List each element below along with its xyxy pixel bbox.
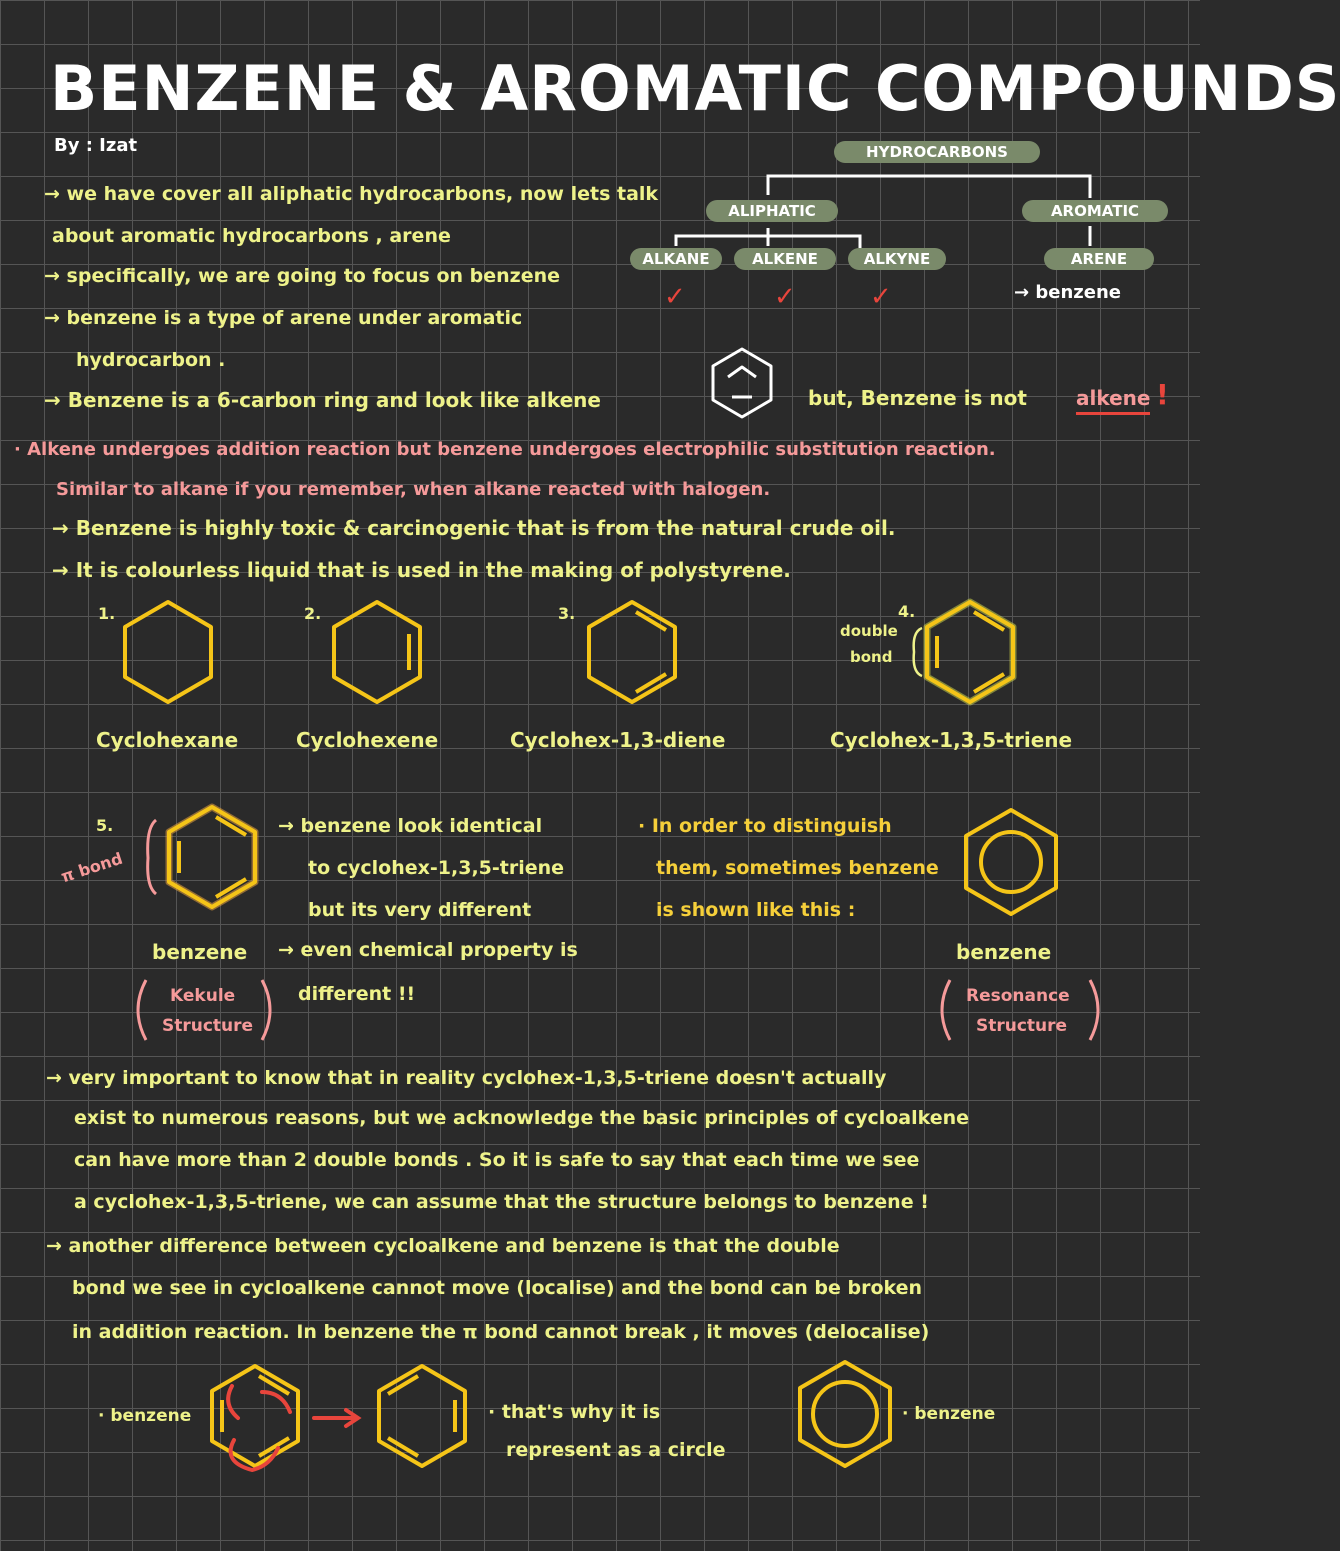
check-mark: ✓ (664, 282, 686, 312)
page-title: BENZENE & AROMATIC COMPOUNDS (50, 52, 1340, 125)
benzene-kekule-ring (169, 807, 255, 907)
kekule-bracket-left (138, 980, 146, 1040)
kekule-type: Structure (162, 1016, 254, 1036)
check-mark: ✓ (870, 282, 892, 312)
structure-name: Cyclohexane (96, 728, 239, 752)
pink-note-line: Similar to alkane if you remember, when alkane reacted with halogen. (56, 479, 771, 500)
structure-number: 1. (98, 604, 116, 623)
benzene-resonance-ring (966, 810, 1056, 914)
kekule-bracket-right (262, 980, 270, 1040)
benzene-note-line: different !! (298, 983, 416, 1005)
bottom-line: bond we see in cycloalkene cannot move (localise) and the bond can be broken (72, 1277, 923, 1299)
tree-node-aromatic: AROMATIC (1022, 200, 1168, 222)
bottom-line: in addition reaction. In benzene the π bond cannot break , it moves (delocalise) (72, 1321, 930, 1343)
structure-name: Cyclohexene (296, 728, 439, 752)
benzene-delocalise-ring (212, 1366, 298, 1466)
arene-example: → benzene (1014, 282, 1121, 303)
cyclohexatriene-ring (927, 602, 1013, 702)
structure-number: 3. (558, 604, 576, 623)
structure-number: 2. (304, 604, 322, 623)
pi-bond-bracket (148, 820, 156, 894)
benzene-note-line: → benzene look identical (278, 815, 543, 837)
tree-node-alkene: ALKENE (734, 248, 836, 270)
kekule-name: benzene (152, 940, 248, 964)
tree-node-alkyne: ALKYNE (848, 248, 946, 270)
intro-line: hydrocarbon . (76, 349, 226, 371)
final-right-label: · benzene (902, 1404, 996, 1424)
resonance-bracket-left (942, 980, 950, 1040)
final-left-label: · benzene (98, 1406, 192, 1426)
resonance-bracket-right (1090, 980, 1098, 1040)
distinguish-note-line: them, sometimes benzene (656, 857, 939, 879)
bottom-line: → very important to know that in reality cyclohex-1,3,5-triene doesn't actually (46, 1067, 887, 1089)
kekule-type: Kekule (170, 986, 236, 1006)
circle-note-line: · that's why it is (488, 1401, 661, 1423)
structure-number: 4. (898, 602, 916, 621)
structure-name: Cyclohex-1,3-diene (510, 728, 726, 752)
benzene-note-line: to cyclohex-1,3,5-triene (308, 857, 565, 879)
intro-line: about aromatic hydrocarbons , arene (52, 225, 451, 247)
tree-node-alkane: ALKANE (630, 248, 722, 270)
benzene-note-line: but its very different (308, 899, 532, 921)
structure-name: Cyclohex-1,3,5-triene (830, 728, 1073, 752)
intro-line: → we have cover all aliphatic hydrocarbons, now lets talk (44, 183, 659, 205)
check-mark: ✓ (774, 282, 796, 312)
cyclohexadiene-ring (589, 602, 675, 702)
resonance-type: Resonance (966, 986, 1070, 1006)
alkene-emphasis: alkene (1076, 384, 1150, 415)
benzene-circle-ring (800, 1362, 890, 1466)
ring-line-text: → Benzene is a 6-carbon ring and look like alkene (44, 388, 601, 412)
bottom-line: a cyclohex-1,3,5-triene, we can assume that the structure belongs to benzene ! (74, 1191, 929, 1213)
resonance-name: benzene (956, 940, 1052, 964)
resonance-type: Structure (976, 1016, 1068, 1036)
pink-note-line: · Alkene undergoes addition reaction but benzene undergoes electrophilic substitution reaction. (14, 439, 996, 460)
bottom-line: can have more than 2 double bonds . So it is safe to say that each time we see (74, 1149, 920, 1171)
pi-bond-label: π bond (58, 848, 125, 887)
fact-line: → Benzene is highly toxic & carcinogenic that is from the natural crude oil. (52, 516, 896, 540)
author-byline: By : Izat (54, 135, 138, 156)
small-benzene-ring (713, 349, 771, 417)
benzene-note-line: → even chemical property is (278, 939, 578, 961)
cyclohexene-ring (334, 602, 420, 702)
benzene-shifted-ring (379, 1366, 465, 1466)
tree-node-arene: ARENE (1044, 248, 1154, 270)
distinguish-note-line: · In order to distinguish (638, 815, 892, 837)
structure-number: 5. (96, 816, 114, 835)
distinguish-note-line: is shown like this : (656, 899, 856, 921)
double-bond-note: bond (850, 648, 893, 666)
circle-note-line: represent as a circle (506, 1439, 726, 1461)
intro-line: → specifically, we are going to focus on benzene (44, 265, 561, 287)
ring-line-but: but, Benzene is not (808, 386, 1027, 410)
cyclohexane-ring (125, 602, 211, 702)
tree-node-aliphatic: ALIPHATIC (706, 200, 838, 222)
bottom-line: → another difference between cycloalkene and benzene is that the double (46, 1235, 840, 1257)
intro-line: → benzene is a type of arene under aromatic (44, 307, 523, 329)
double-bond-note: double (840, 622, 898, 640)
tree-node-hydrocarbons: HYDROCARBONS (834, 141, 1040, 163)
fact-line: → It is colourless liquid that is used in the making of polystyrene. (52, 558, 791, 582)
exclamation-mark: ! (1156, 378, 1169, 411)
bottom-line: exist to numerous reasons, but we acknowledge the basic principles of cycloalkene (74, 1107, 970, 1129)
